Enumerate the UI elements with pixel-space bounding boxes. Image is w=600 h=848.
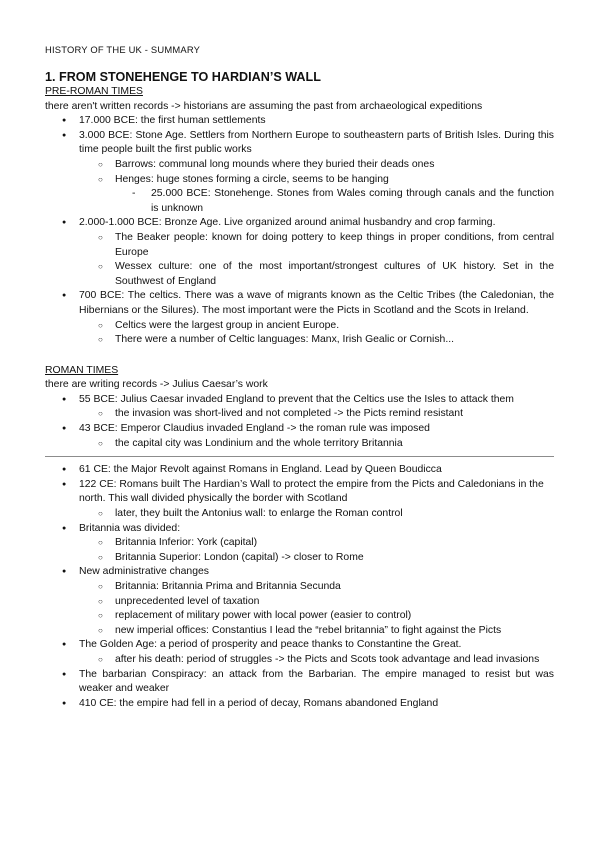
sub-list-item: ○ Celtics were the largest group in ancient Europe.: [79, 319, 554, 334]
document-header: HISTORY OF THE UK - SUMMARY: [45, 44, 201, 55]
sub-list-item: ○ unprecedented level of taxation: [79, 595, 554, 610]
list-item: ● 3.000 BCE: Stone Age. Settlers from Northern Europe to southeastern parts of British Isles. During this time people built the first public works ○ Barrows: communal long mounds where they buried their deads ones ○ Henges: huge stones forming a circle, seems to be hanging - 25.000 BCE: Stonehenge. Stones from Wales coming through canals and the function is unknown: [45, 129, 554, 217]
sub-list-item: ○ Henges: huge stones forming a circle, seems to be hanging - 25.000 BCE: Stonehenge. Stones from Wales coming through canals and the function is unknown: [79, 173, 554, 217]
list-item: ● 122 CE: Romans built The Hardian’s Wall to protect the empire from the Picts and Caledonians in the north. This wall divided physically the border with Scotland ○ later, they built the Antonius wall: to enlarge the Roman control: [45, 478, 554, 522]
list-item: ● Britannia was divided: ○ Britannia Inferior: York (capital) ○ Britannia Superior: London (capital) -> closer to Rome: [45, 522, 554, 566]
list-item: ● 2.000-1.000 BCE: Bronze Age. Live organized around animal husbandry and crop farming. ○ The Beaker people: known for doing pottery to keep things in proper conditions, from central Europe ○ Wessex culture: one of the most important/strongest cultures of UK history. Set in the Southwest of England: [45, 216, 554, 289]
sub-list-item: ○ new imperial offices: Constantius I lead the “rebel britannia” to fight against the Picts: [79, 624, 554, 639]
sub-list-item: ○ the capital city was Londinium and the whole territory Britannia: [79, 437, 554, 452]
list-item: ● The barbarian Conspiracy: an attack from the Barbarian. The empire managed to resist but was weaker and weaker: [45, 668, 554, 697]
section-title: 1. FROM STONEHENGE TO HARDIAN’S WALL: [45, 70, 321, 84]
roman-list: [45, 393, 554, 451]
sub-list-item: ○ later, they built the Antonius wall: to enlarge the Roman control: [79, 507, 554, 522]
sub-list-item: ○ Britannia: Britannia Prima and Britannia Secunda: [79, 580, 554, 595]
horizontal-divider: [45, 456, 554, 457]
list-item: ● New administrative changes ○ Britannia: Britannia Prima and Britannia Secunda ○ unprecedented level of taxation ○ replacement of military power with local power (easier to control) ○ new imperial offices: Constantius I lead the “rebel britannia” to fight against the Picts: [45, 565, 554, 638]
sub-list-item: ○ replacement of military power with local power (easier to control): [79, 609, 554, 624]
pre-roman-list: [45, 114, 554, 348]
sub-list: [79, 231, 554, 289]
list-item: ● 61 CE: the Major Revolt against Romans in England. Lead by Queen Boudicca: [45, 463, 554, 478]
sub-list-item: ○ Wessex culture: one of the most important/strongest cultures of UK history. Set in the Southwest of England: [79, 260, 554, 289]
pre-roman-intro: there aren't written records -> historians are assuming the past from archaeological expeditions: [45, 100, 483, 112]
sub-list-item: ○ The Beaker people: known for doing pottery to keep things in proper conditions, from central Europe: [79, 231, 554, 260]
list-item: ● 700 BCE: The celtics. There was a wave of migrants known as the Celtic Tribes (the Caledonian, the Hibernians or the Silures). The most important were the Picts in Scotland and the Scots in Ireland. ○ Celtics were the largest group in ancient Europe. ○ There were a number of Celtic languages: Manx, Irish Gealic or Cornish...: [45, 289, 554, 347]
sub-list: [79, 407, 554, 422]
list-item: ● The Golden Age: a period of prosperity and peace thanks to Constantine the Great. ○ after his death: period of struggles -> the Picts and Scots took advantage and lead invasions: [45, 638, 554, 667]
roman-intro: there are writing records -> Julius Caesar’s work: [45, 379, 268, 391]
sub-sub-list: [115, 187, 554, 216]
sub-list: [79, 536, 554, 565]
list-item: ● 17.000 BCE: the first human settlements: [45, 114, 554, 129]
roman-list-continued: [45, 463, 554, 711]
sub-list-item: ○ Barrows: communal long mounds where they buried their deads ones: [79, 158, 554, 173]
sub-sub-list-item: - 25.000 BCE: Stonehenge. Stones from Wales coming through canals and the function is unknown: [115, 187, 554, 216]
spacer: [45, 348, 554, 364]
sub-list-item: ○ Britannia Inferior: York (capital): [79, 536, 554, 551]
document-body: [45, 69, 554, 711]
list-item: ● 55 BCE: Julius Caesar invaded England to prevent that the Celtics use the Isles to attack them ○ the invasion was short-lived and not completed -> the Picts remind resistant: [45, 393, 554, 422]
sub-list-item: ○ Britannia Superior: London (capital) -> closer to Rome: [79, 551, 554, 566]
sub-list: [79, 580, 554, 638]
sub-list: [79, 319, 554, 348]
sub-list-item: ○ There were a number of Celtic languages: Manx, Irish Gealic or Cornish...: [79, 333, 554, 348]
sub-list: [79, 437, 554, 452]
sub-list-item: ○ the invasion was short-lived and not completed -> the Picts remind resistant: [79, 407, 554, 422]
sub-list-item: ○ after his death: period of struggles -> the Picts and Scots took advantage and lead invasions: [79, 653, 554, 668]
sub-list: [79, 653, 554, 668]
sub-list: [79, 507, 554, 522]
list-item: ● 410 CE: the empire had fell in a period of decay, Romans abandoned England: [45, 697, 554, 712]
pre-roman-heading: PRE-ROMAN TIMES: [45, 86, 143, 97]
sub-list: [79, 158, 554, 216]
roman-heading: ROMAN TIMES: [45, 364, 119, 376]
list-item: ● 43 BCE: Emperor Claudius invaded England -> the roman rule was imposed ○ the capital city was Londinium and the whole territory Britannia: [45, 422, 554, 451]
